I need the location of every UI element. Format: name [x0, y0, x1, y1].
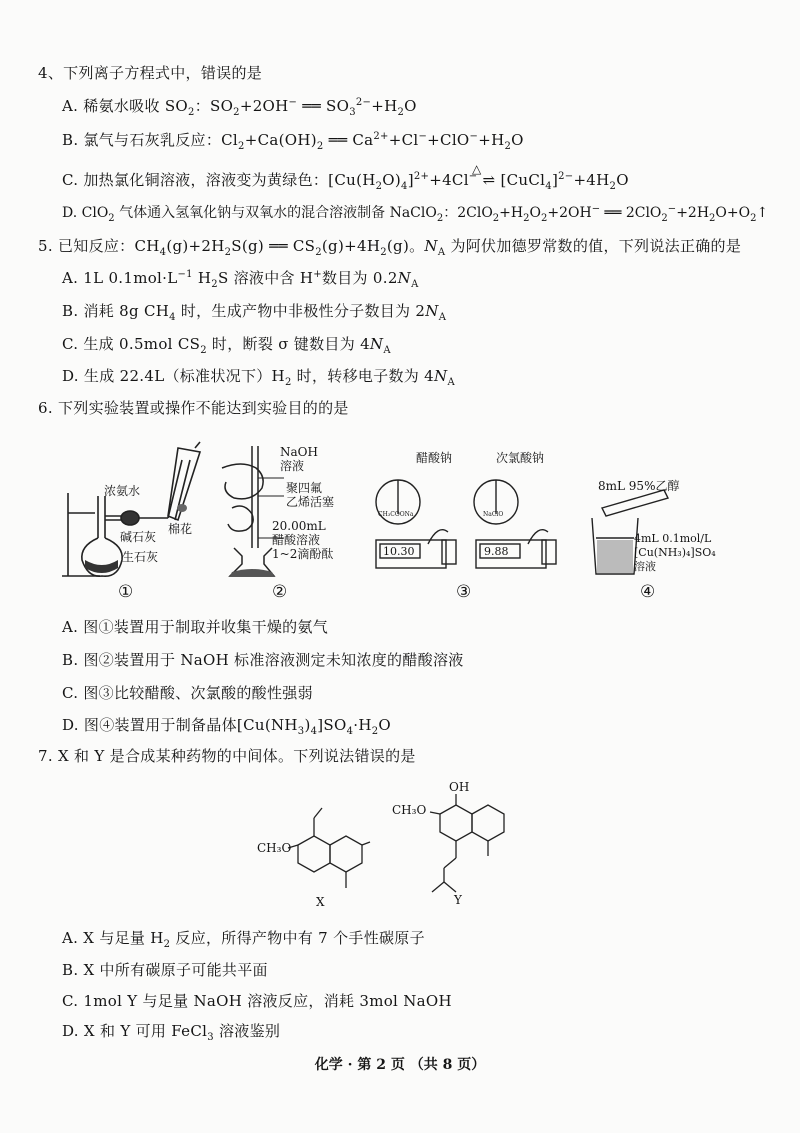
heat-condition: △: [472, 162, 482, 176]
seg: +H: [478, 131, 505, 149]
seg: 4: [545, 181, 552, 192]
seg: 2+: [413, 171, 430, 182]
seg: 2: [397, 107, 405, 118]
seg: O: [378, 716, 392, 734]
seg: ·H: [353, 716, 372, 734]
seg: −: [667, 203, 677, 215]
seg: D. ClO: [62, 205, 109, 221]
seg: O: [616, 171, 629, 189]
y-methoxy-label: CH₃O: [392, 803, 427, 817]
label-quicklime: 生石灰: [122, 550, 159, 564]
question-5-stem: [38, 236, 741, 256]
seg: 2: [709, 212, 716, 224]
seg: ：2ClO: [443, 205, 493, 221]
q6-option-b[interactable]: B. 图②装置用于 NaOH 标准溶液测定未知浓度的醋酸溶液: [62, 651, 464, 669]
seg: 2: [492, 212, 500, 224]
seg: −: [468, 171, 478, 182]
seg: ：SO: [194, 97, 234, 115]
figure-3-ph-meters: [368, 452, 578, 582]
seg: 2: [609, 181, 617, 192]
seg: D. 图④装置用于制备晶体[Cu(NH: [62, 716, 298, 734]
seg: 时，生成产物中非极性分子数目为 2: [175, 302, 426, 320]
label-stopcock: 乙烯活塞: [286, 495, 335, 509]
seg: 2: [661, 212, 668, 224]
q5-option-a[interactable]: [62, 268, 419, 288]
label-phenolphthalein: 1~2滴酚酞: [272, 547, 334, 561]
seg: +Ca(OH): [244, 131, 317, 149]
seg: 2: [315, 247, 322, 258]
seg: 2: [540, 212, 548, 224]
seg: 2: [211, 279, 218, 290]
seg: 2: [188, 107, 195, 118]
seg: A: [437, 247, 446, 258]
seg: +: [313, 269, 322, 280]
seg: A. 稀氨水吸收 SO: [62, 97, 189, 115]
label-copper-conc: 4mL 0.1mol/L: [634, 532, 712, 545]
seg: A: [383, 345, 391, 356]
label-ch3coona: CH₃COONa: [378, 511, 414, 518]
seg: −1: [177, 269, 193, 280]
seg: ⇌ [CuCl: [477, 171, 546, 189]
seg: +Cl: [388, 131, 419, 149]
molecule-y-drawing: [390, 776, 550, 906]
label-conc-ammonia: 浓氨水: [104, 484, 141, 498]
seg: 3: [349, 107, 356, 118]
seg: +ClO: [427, 131, 470, 149]
apparatus-2-drawing: [212, 438, 342, 583]
q4-option-a[interactable]: [62, 96, 417, 116]
seg: 2: [504, 141, 512, 152]
q6-option-d[interactable]: [62, 715, 391, 735]
seg: −: [288, 97, 298, 108]
q4-option-c[interactable]: [62, 170, 629, 190]
figure-2-number: ②: [272, 582, 288, 602]
label-naclo: NaClO: [483, 511, 504, 518]
seg: 气体通入氢氧化钠与双氧水的混合溶液制备 NaClO: [114, 205, 437, 221]
seg: 时，断裂 σ 键数目为 4: [206, 335, 370, 353]
label-cotton: 棉花: [168, 522, 193, 536]
q6-option-c[interactable]: C. 图③比较醋酸、次氯酸的酸性强弱: [62, 684, 313, 702]
figure-1-number: ①: [118, 582, 134, 602]
seg: 2: [108, 212, 115, 224]
seg: ]: [407, 171, 414, 189]
seg: C. 加热氯化铜溶液，溶液变为黄绿色：[Cu(H: [62, 171, 376, 189]
seg: O: [529, 205, 541, 221]
seg: 2: [750, 212, 757, 224]
label-ethanol: 8mL 95%乙醇: [598, 479, 680, 493]
label-copper-complex: [Cu(NH₃)₄]SO₄: [634, 546, 716, 559]
seg: 2+: [373, 131, 389, 142]
seg: 4: [159, 247, 167, 258]
q4-option-b[interactable]: [62, 130, 524, 150]
label-sodium-hypochlorite: 次氯酸钠: [496, 451, 545, 465]
molecule-y-structure: [390, 776, 550, 906]
seg: 时，转移电子数为 4: [291, 367, 434, 385]
molecule-x-drawing: [252, 800, 392, 910]
q7-option-a[interactable]: [62, 928, 425, 948]
seg: 4: [310, 726, 318, 737]
seg: +4Cl: [429, 171, 469, 189]
seg: +H: [499, 205, 524, 221]
seg: 2: [371, 726, 379, 737]
seg: ): [304, 716, 311, 734]
label-copper-solution: 溶液: [634, 560, 656, 573]
seg: +2OH: [547, 205, 592, 221]
seg: +2H: [676, 205, 710, 221]
seg: −: [418, 131, 428, 142]
seg: C. 生成 0.5mol CS: [62, 335, 201, 353]
seg: N: [424, 237, 438, 255]
seg: N: [397, 269, 412, 287]
seg: 溶液鉴别: [213, 1022, 281, 1040]
seg: (g)+4H: [321, 237, 381, 255]
seg: 2: [316, 141, 324, 152]
figure-3-number: ③: [456, 582, 472, 602]
figure-2-titration: [212, 438, 342, 583]
figure-4-crystal: [582, 468, 792, 583]
q7-option-c[interactable]: C. 1mol Y 与足量 NaOH 溶液反应，消耗 3mol NaOH: [62, 992, 452, 1010]
q7-option-b[interactable]: B. X 中所有碳原子可能共平面: [62, 961, 268, 979]
seg: 2: [224, 247, 232, 258]
seg: 数目为 0.2: [321, 269, 398, 287]
label-volume: 20.00mL: [272, 519, 326, 533]
question-7-stem: 7. X 和 Y 是合成某种药物的中间体。下列说法错误的是: [38, 747, 416, 765]
x-name: X: [316, 895, 325, 909]
seg: 2: [284, 377, 292, 388]
seg: N: [369, 335, 384, 353]
q5-option-c[interactable]: [62, 334, 391, 354]
seg: 2: [163, 939, 171, 950]
label-soda-lime: 碱石灰: [120, 530, 157, 544]
seg: 2: [238, 141, 245, 152]
ph-reading-2: 9.88: [484, 545, 509, 558]
seg: S(g) ══ CS: [231, 237, 316, 255]
q5-option-b[interactable]: [62, 301, 446, 321]
page-footer: 化学 · 第 2 页 （共 8 页）: [314, 1057, 486, 1073]
seg: 4: [169, 312, 176, 323]
seg: −: [591, 203, 601, 215]
seg: 4: [346, 726, 354, 737]
seg: (g)。: [386, 237, 425, 255]
seg: N: [425, 302, 439, 320]
seg: ══ 2ClO: [600, 205, 662, 221]
seg: ↑: [756, 205, 769, 221]
seg: D. X 和 Y 可用 FeCl: [62, 1022, 208, 1040]
seg: 2: [380, 247, 387, 258]
question-6-stem: 6. 下列实验装置或操作不能达到实验目的的是: [38, 399, 349, 417]
seg: O+O: [715, 205, 751, 221]
seg: O: [511, 131, 524, 149]
seg: A: [447, 377, 455, 388]
seg: 4: [401, 181, 408, 192]
seg: ]SO: [317, 716, 347, 734]
seg: 3: [297, 726, 305, 737]
seg: D. 生成 22.4L（标准状况下）H: [62, 367, 285, 385]
seg: 2: [233, 107, 240, 118]
seg: 2: [436, 212, 444, 224]
seg: 2: [375, 181, 383, 192]
seg: 为阿伏加德罗常数的值，下列说法正确的是: [445, 237, 742, 255]
label-acetic-acid: 醋酸溶液: [272, 533, 321, 547]
seg: A: [438, 312, 447, 323]
seg: O): [382, 171, 402, 189]
label-sodium-acetate: 醋酸钠: [416, 451, 453, 465]
seg: N: [434, 367, 448, 385]
seg: H: [192, 269, 212, 287]
x-methoxy-label: CH₃O: [257, 841, 292, 855]
q7-option-d[interactable]: [62, 1021, 280, 1041]
seg: S 溶液中含 H: [217, 269, 314, 287]
molecule-x-structure: [252, 800, 392, 910]
seg: (g)+2H: [166, 237, 225, 255]
seg: 3: [207, 1032, 214, 1043]
figure-1-ammonia-apparatus: [60, 438, 220, 583]
seg: A. X 与足量 H: [62, 929, 164, 947]
seg: 2: [523, 212, 530, 224]
seg: 2−: [355, 97, 372, 108]
ph-reading-1: 10.30: [383, 545, 415, 558]
seg: 5. 已知反应：CH: [38, 237, 160, 255]
q5-option-d[interactable]: [62, 366, 455, 386]
figure-4-number: ④: [640, 582, 656, 602]
seg: O: [404, 97, 417, 115]
seg: 2: [200, 345, 207, 356]
q6-option-a[interactable]: A. 图①装置用于制取并收集干燥的氨气: [62, 618, 329, 636]
seg: 反应，所得产物中有 7 个手性碳原子: [170, 929, 425, 947]
seg: B. 氯气与石灰乳反应：Cl: [62, 131, 239, 149]
seg: −: [469, 131, 479, 142]
question-4-stem: 4、下列离子方程式中，错误的是: [38, 64, 263, 82]
seg: A: [411, 279, 419, 290]
y-name: Y: [454, 893, 462, 907]
label-naoh: NaOH: [280, 445, 318, 459]
y-hydroxy-label: OH: [449, 780, 470, 794]
seg: 2−: [558, 171, 574, 182]
seg: ══ SO: [297, 97, 350, 115]
seg: +4H: [573, 171, 610, 189]
label-solution: 溶液: [280, 459, 305, 473]
label-ptfe: 聚四氟: [286, 481, 323, 495]
seg: +H: [371, 97, 398, 115]
seg: B. 消耗 8g CH: [62, 302, 170, 320]
seg: ]: [551, 171, 559, 189]
seg: A. 1L 0.1mol·L: [62, 269, 178, 287]
seg: ══ Ca: [323, 131, 374, 149]
q4-option-d[interactable]: [62, 203, 768, 223]
seg: +2OH: [239, 97, 289, 115]
